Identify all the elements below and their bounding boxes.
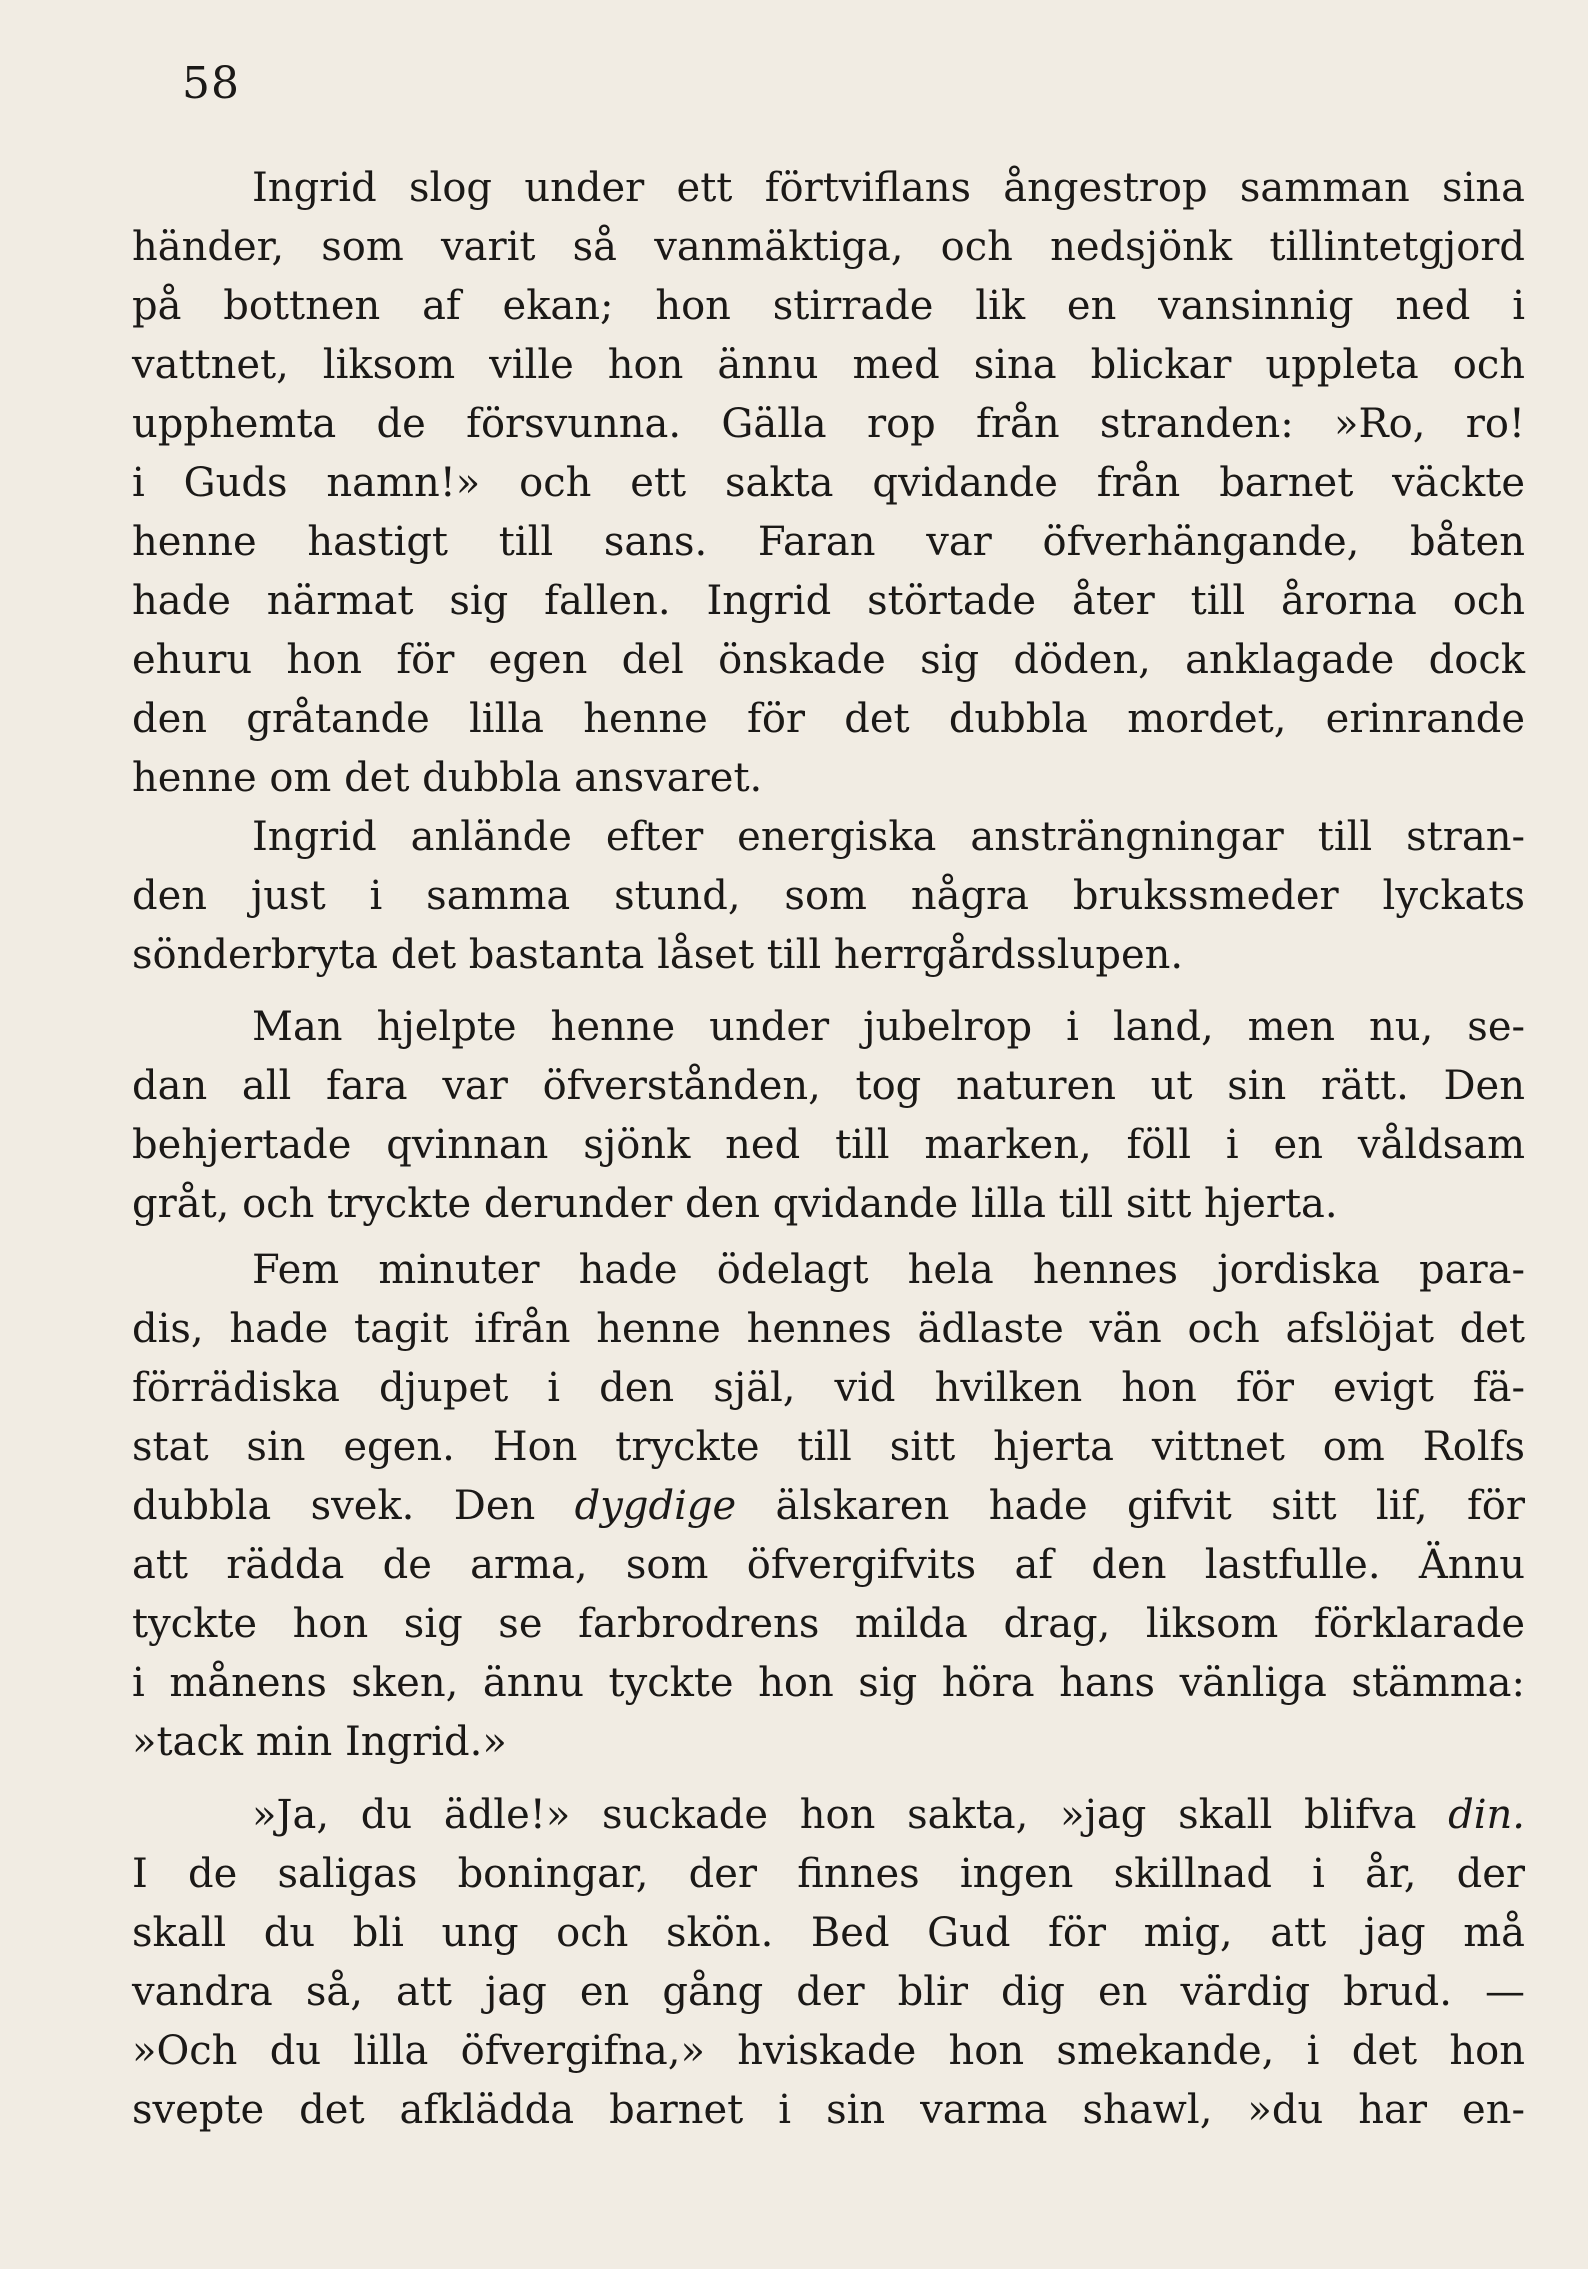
text-line: stat sin egen. Hon tryckte till sitt hjerta vittnet om Rolfs bbox=[132, 1424, 1525, 1470]
text-line-with-italic bbox=[132, 1477, 1525, 1536]
paragraph-1 bbox=[132, 159, 1525, 808]
text-segment: älskaren hade gifvit sitt lif, för bbox=[736, 1483, 1526, 1529]
text-line: förrädiska djupet i den själ, vid hvilken hon för evigt fä- bbox=[132, 1365, 1525, 1411]
text-line: den gråtande lilla henne för det dubbla mordet, erinrande bbox=[132, 696, 1525, 742]
text-line: Fem minuter hade ödelagt hela hennes jordiska para- bbox=[252, 1247, 1525, 1293]
italic-word: din. bbox=[1448, 1792, 1525, 1838]
paragraph-4 bbox=[132, 1241, 1525, 1772]
text-line: Ingrid anlände efter energiska ansträngningar till stran- bbox=[252, 814, 1525, 860]
text-line: henne hastigt till sans. Faran var öfverhängande, båten bbox=[132, 519, 1525, 565]
text-line: att rädda de arma, som öfvergifvits af den lastfulle. Ännu bbox=[132, 1542, 1525, 1588]
text-line: dan all fara var öfverstånden, tog naturen ut sin rätt. Den bbox=[132, 1063, 1525, 1109]
italic-word: dygdige bbox=[574, 1483, 737, 1529]
text-line: behjertade qvinnan sjönk ned till marken, föll i en våldsam bbox=[132, 1122, 1525, 1168]
text-line: tyckte hon sig se farbrodrens milda drag, liksom förklarade bbox=[132, 1601, 1525, 1647]
text-line: gråt, och tryckte derunder den qvidande lilla till sitt hjerta. bbox=[132, 1181, 1338, 1227]
text-line: upphemta de försvunna. Gälla rop från stranden: »Ro, ro! bbox=[132, 401, 1525, 447]
text-line: på bottnen af ekan; hon stirrade lik en vansinnig ned i bbox=[132, 283, 1525, 329]
text-line: »tack min Ingrid.» bbox=[132, 1719, 507, 1765]
text-line: ehuru hon för egen del önskade sig döden, anklagade dock bbox=[132, 637, 1525, 683]
text-line: vandra så, att jag en gång der blir dig en värdig brud. — bbox=[132, 1969, 1525, 2015]
text-line: i Guds namn!» och ett sakta qvidande från barnet väckte bbox=[132, 460, 1525, 506]
text-line-with-italic bbox=[132, 1786, 1525, 1845]
paragraph-2 bbox=[132, 808, 1525, 985]
paragraph-3 bbox=[132, 998, 1525, 1234]
text-line: I de saligas boningar, der finnes ingen skillnad i år, der bbox=[132, 1851, 1525, 1897]
paragraph-5 bbox=[132, 1786, 1525, 2140]
text-line: dis, hade tagit ifrån henne hennes ädlaste vän och afslöjat det bbox=[132, 1306, 1525, 1352]
text-line: henne om det dubbla ansvaret. bbox=[132, 755, 763, 801]
page-number: 58 bbox=[182, 58, 240, 109]
text-segment: »Ja, du ädle!» suckade hon sakta, »jag skall blifva bbox=[252, 1792, 1449, 1838]
text-line: händer, som varit så vanmäktiga, och nedsjönk tillintetgjord bbox=[132, 224, 1525, 270]
text-line: hade närmat sig fallen. Ingrid störtade åter till årorna och bbox=[132, 578, 1525, 624]
text-line: Man hjelpte henne under jubelrop i land, men nu, se- bbox=[252, 1004, 1525, 1050]
text-line: svepte det afklädda barnet i sin varma shawl, »du har en- bbox=[132, 2087, 1525, 2133]
text-line: den just i samma stund, som några brukssmeder lyckats bbox=[132, 873, 1525, 919]
text-line: sönderbryta det bastanta låset till herrgårdsslupen. bbox=[132, 932, 1184, 978]
text-segment: dubbla svek. Den bbox=[132, 1483, 575, 1529]
text-line: skall du bli ung och skön. Bed Gud för mig, att jag må bbox=[132, 1910, 1525, 1956]
text-line: i månens sken, ännu tyckte hon sig höra hans vänliga stämma: bbox=[132, 1660, 1525, 1706]
text-line: Ingrid slog under ett förtviflans ångestrop samman sina bbox=[252, 165, 1525, 211]
text-line: vattnet, liksom ville hon ännu med sina blickar uppleta och bbox=[132, 342, 1525, 388]
text-line: »Och du lilla öfvergifna,» hviskade hon smekande, i det hon bbox=[132, 2028, 1525, 2074]
